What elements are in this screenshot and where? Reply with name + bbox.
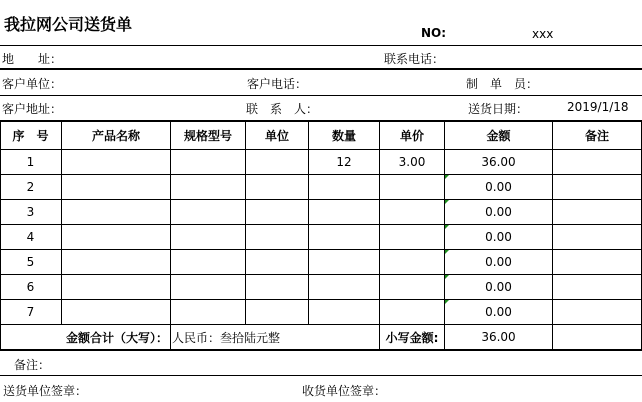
customer-phone-label: 客户电话： — [247, 77, 308, 91]
no-label: NO: — [421, 26, 447, 40]
small-total-label: 小写金额: — [385, 330, 439, 345]
address-label: 地 址： — [2, 52, 63, 66]
total-upper-label: 金额合计（大写）： — [65, 330, 168, 345]
row-4-price — [380, 225, 444, 249]
header-spec-model: 规格型号 — [183, 129, 232, 143]
row-1-qty: 12 — [336, 155, 352, 169]
total-upper-value: 人民币：叁拾陆元整 — [172, 330, 281, 345]
cell-marker-icon — [445, 275, 449, 279]
row-7-qty — [309, 300, 379, 324]
contact-phone-label: 联系电话： — [384, 52, 445, 66]
cell-marker-icon — [445, 200, 449, 204]
col-border-2 — [170, 120, 171, 350]
customer-unit-label: 客户单位： — [2, 77, 63, 91]
cell-marker-icon — [445, 300, 449, 304]
rule-totals-bottom — [0, 349, 642, 351]
row-1-amount: 36.00 — [481, 155, 516, 169]
rule-info — [0, 95, 642, 96]
row-5-price — [380, 250, 444, 274]
row-6-price — [380, 275, 444, 299]
header-unit: 单位 — [264, 129, 289, 143]
cell-marker-icon — [445, 225, 449, 229]
row-2-price — [380, 175, 444, 199]
row-2-no: 2 — [26, 180, 35, 194]
customer-address-label: 客户地址： — [2, 102, 63, 116]
sender-sign-label: 送货单位签章： — [3, 384, 88, 398]
row-2-amount: 0.00 — [485, 180, 512, 194]
no-value: xxx — [532, 27, 554, 41]
header-amount: 金额 — [486, 129, 511, 143]
row-3-qty — [309, 200, 379, 224]
header-product-name: 产品名称 — [91, 129, 140, 143]
preparer-label: 制 单 员： — [466, 77, 539, 91]
receiver-sign-label: 收货单位签章： — [302, 384, 387, 398]
page-title: 我拉网公司送货单 — [4, 15, 133, 34]
col-border-1 — [61, 120, 62, 325]
row-5-qty — [309, 250, 379, 274]
row-2-qty — [309, 175, 379, 199]
rule-thick-1 — [0, 68, 642, 70]
row-5-amount: 0.00 — [485, 255, 512, 269]
row-6-no: 6 — [26, 280, 35, 294]
row-3-price — [380, 200, 444, 224]
header-remark: 备注 — [584, 129, 609, 143]
col-border-3 — [245, 120, 246, 325]
rule-remark-bottom — [0, 375, 642, 376]
row-6-amount: 0.00 — [485, 280, 512, 294]
row-7-amount: 0.00 — [485, 305, 512, 319]
row-1-price: 3.00 — [398, 155, 426, 169]
rule-under-title — [0, 45, 642, 46]
remark-label: 备注： — [14, 358, 51, 372]
row-4-amount: 0.00 — [485, 230, 512, 244]
row-7-no: 7 — [26, 305, 35, 319]
cell-marker-icon — [445, 250, 449, 254]
delivery-date-value: 2019/1/18 — [567, 100, 629, 114]
row-6-qty — [309, 275, 379, 299]
row-4-qty — [309, 225, 379, 249]
col-border-7 — [552, 120, 553, 350]
contact-person-label: 联 系 人： — [246, 102, 319, 116]
row-3-amount: 0.00 — [485, 205, 512, 219]
row-7-price — [380, 300, 444, 324]
row-5-no: 5 — [26, 255, 35, 269]
row-1-no: 1 — [26, 155, 35, 169]
row-3-no: 3 — [26, 205, 35, 219]
delivery-date-label: 送货日期： — [468, 102, 529, 116]
small-total-value: 36.00 — [481, 330, 516, 344]
row-4-no: 4 — [26, 230, 35, 244]
header-quantity: 数量 — [331, 129, 356, 143]
header-unit-price: 单价 — [399, 129, 424, 143]
cell-marker-icon — [445, 175, 449, 179]
header-no: 序 号 — [12, 129, 49, 143]
